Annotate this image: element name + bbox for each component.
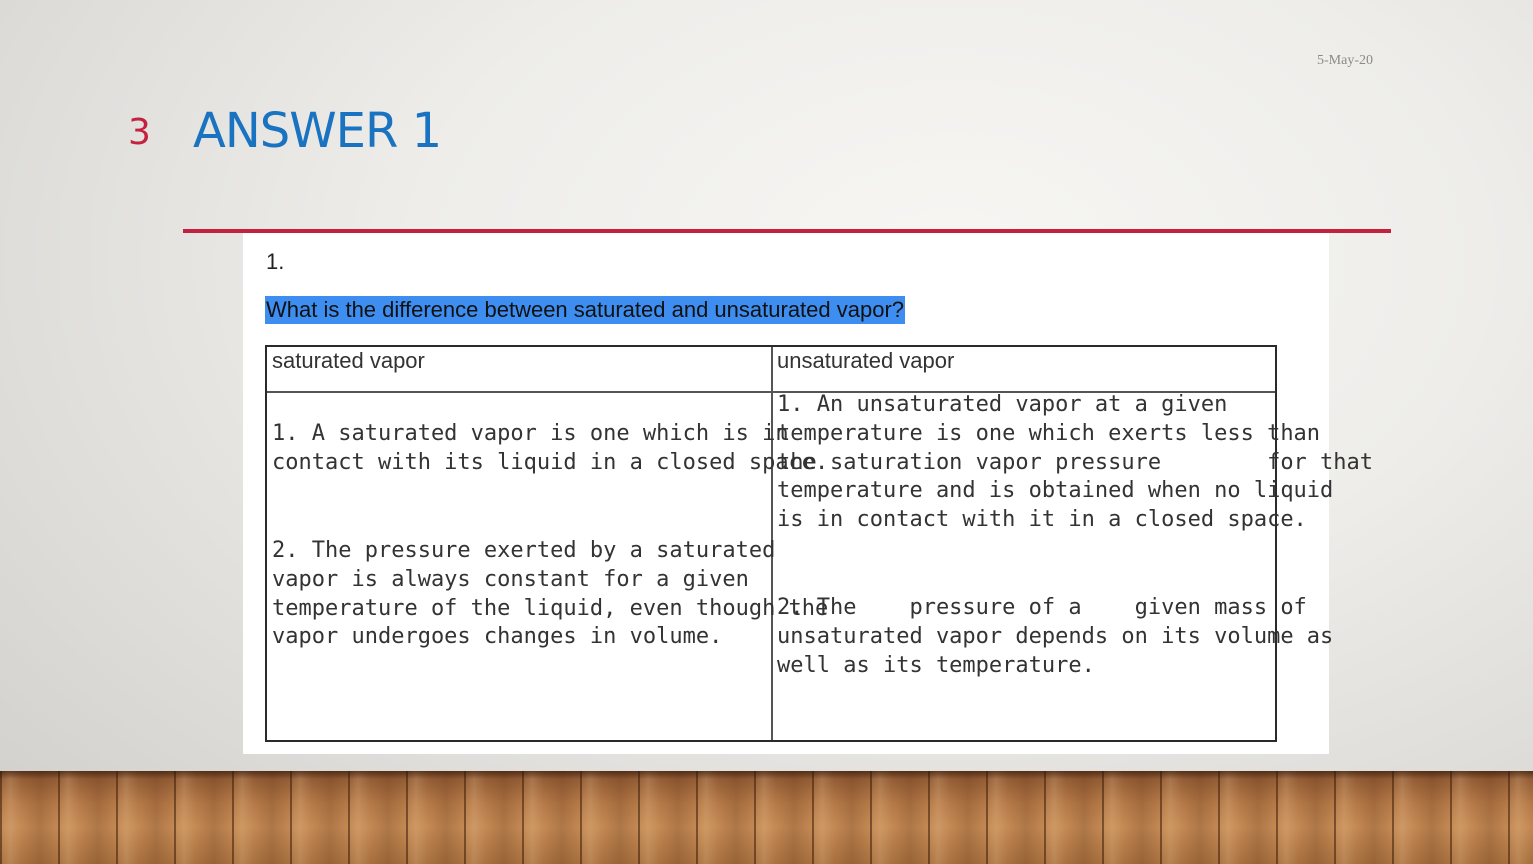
question-number: 1. [266,249,285,274]
header-saturated-vapor: saturated vapor [272,348,425,373]
saturated-point-1: 1. A saturated vapor is one which is in contact with its liquid in a closed space. [272,421,829,475]
floor-edge-shadow [0,771,1533,779]
header-unsaturated-vapor: unsaturated vapor [777,348,955,373]
unsaturated-point-1: 1. An unsaturated vapor at a given temperature is one which exerts less than the saturation vapor pressure for that temperature and is obtained when no liquid is in contact with it in a closed space. [777,392,1374,533]
unsaturated-point-2: 2. The pressure of a given mass of unsaturated vapor depends on its volume as well as its temperature. [777,595,1334,678]
slide-number: 3 [128,112,151,153]
slide-date: 5-May-20 [1317,53,1373,68]
wood-floor-decoration [0,771,1533,864]
saturated-point-2: 2. The pressure exerted by a saturated vapor is always constant for a given temperature of the liquid, even though the vapor undergoes changes in volume. [272,538,829,650]
slide-title: ANSWER 1 [193,103,442,159]
question-text-highlighted: What is the difference between saturated and unsaturated vapor? [266,297,905,322]
